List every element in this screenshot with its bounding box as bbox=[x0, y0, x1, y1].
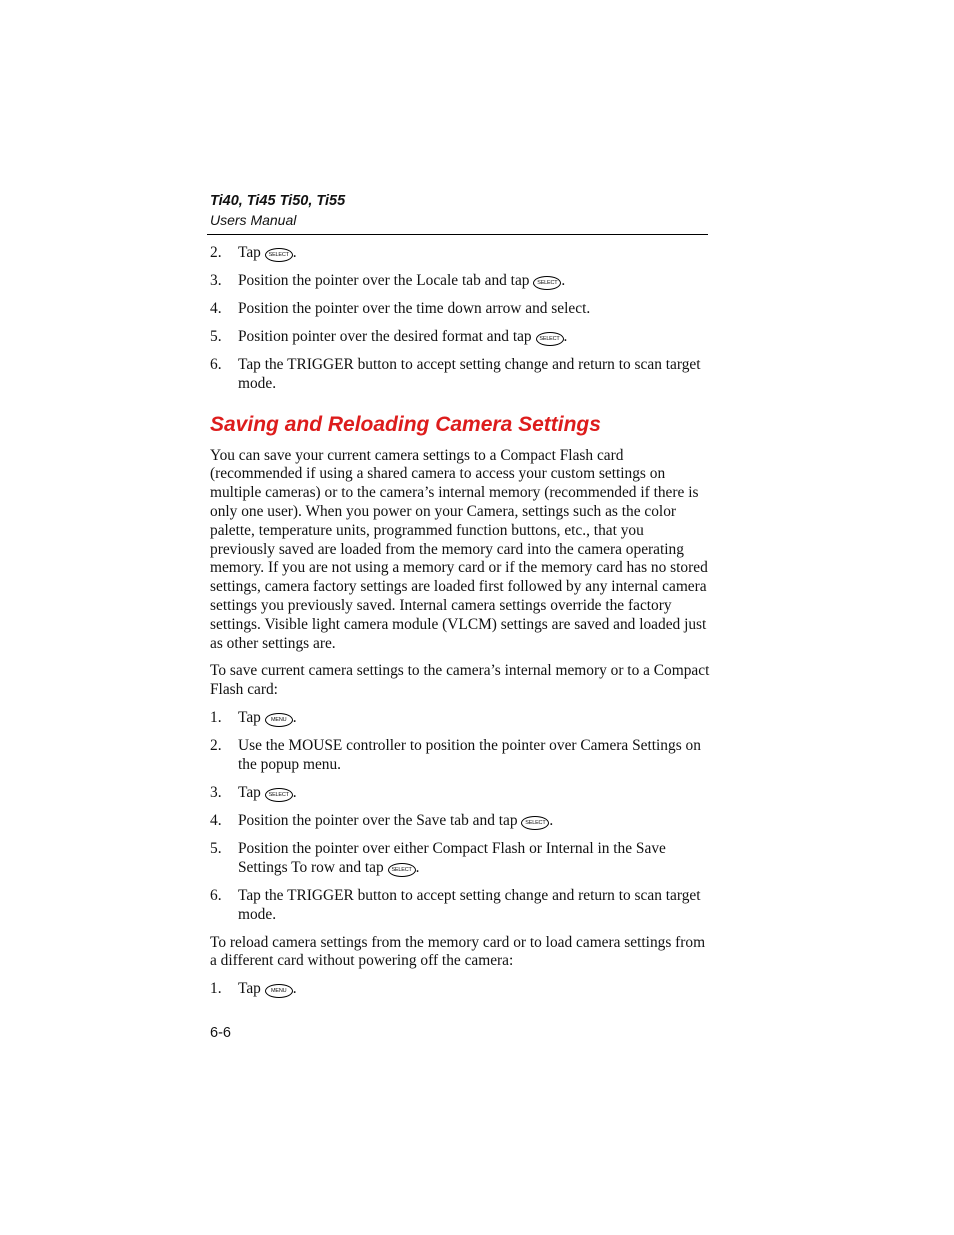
manual-title: Ti40, Ti45 Ti50, Ti55 bbox=[210, 193, 346, 209]
list-item bbox=[210, 244, 710, 263]
step-text: Position the pointer over the time down arrow and select. bbox=[238, 299, 591, 317]
step-number: 3. bbox=[210, 784, 222, 802]
step-text: Tap the TRIGGER button to accept setting change and return to scan target mode. bbox=[238, 886, 701, 923]
select-key-icon: SELECT bbox=[536, 332, 564, 346]
select-key-icon: SELECT bbox=[388, 863, 416, 877]
step-text: Use the MOUSE controller to position the pointer over Camera Settings on the popup menu. bbox=[238, 737, 701, 774]
list-item bbox=[210, 840, 710, 878]
step-punctuation: . bbox=[563, 327, 568, 345]
steps-list-locale bbox=[210, 244, 710, 394]
step-number: 2. bbox=[210, 737, 222, 755]
select-key-icon: SELECT bbox=[533, 276, 561, 290]
step-text: Tap bbox=[238, 784, 261, 802]
list-item bbox=[210, 356, 710, 394]
step-punctuation: . bbox=[292, 784, 297, 802]
manual-subtitle: Users Manual bbox=[210, 212, 297, 228]
step-punctuation: . bbox=[549, 812, 554, 830]
step-punctuation: . bbox=[292, 709, 297, 727]
step-punctuation: . bbox=[292, 244, 297, 261]
step-number: 1. bbox=[210, 709, 222, 727]
save-intro-paragraph: To save current camera settings to the camera’s internal memory or to a Compact Flash card: bbox=[210, 662, 710, 699]
list-item bbox=[210, 709, 710, 728]
step-number: 5. bbox=[210, 840, 222, 857]
menu-key-icon: MENU bbox=[265, 713, 293, 727]
step-text: Tap bbox=[238, 980, 261, 998]
step-number: 6. bbox=[210, 355, 222, 373]
section-title: Saving and Reloading Camera Settings bbox=[210, 412, 601, 436]
step-text: Position the pointer over the Locale tab and tap bbox=[238, 271, 530, 289]
list-item bbox=[210, 272, 710, 291]
list-item bbox=[210, 980, 710, 999]
reload-intro-paragraph: To reload camera settings from the memory card or to load camera settings from a different card without powering off the camera: bbox=[210, 933, 706, 970]
step-punctuation: . bbox=[292, 980, 297, 998]
step-text: Position the pointer over either Compact Flash or Internal in the Save Settings To row and tap bbox=[238, 840, 666, 876]
list-item bbox=[210, 784, 710, 803]
step-text: Position pointer over the desired format and tap bbox=[238, 327, 532, 345]
menu-key-icon: MENU bbox=[265, 984, 293, 998]
list-item bbox=[210, 328, 710, 347]
select-key-icon: SELECT bbox=[265, 788, 293, 802]
step-number: 1. bbox=[210, 980, 222, 998]
running-header bbox=[210, 191, 708, 229]
step-text: Tap bbox=[238, 709, 261, 727]
select-key-icon: SELECT bbox=[521, 816, 549, 830]
step-number: 2. bbox=[210, 244, 222, 261]
step-number: 4. bbox=[210, 299, 222, 317]
step-number: 3. bbox=[210, 271, 222, 289]
step-text: Tap the TRIGGER button to accept setting change and return to scan target mode. bbox=[238, 355, 701, 392]
step-number: 5. bbox=[210, 327, 222, 345]
intro-paragraph: You can save your current camera settings to a Compact Flash card (recommended if using a shared camera to access your custom settings on multiple cameras) or to the camera’s internal memory (recommended if there is only one user). When you power on your Camera, settings such as the color palette, temperature units, programmed function buttons, etc., that you previously saved are loaded from the memory card into the camera operating memory. If you are not using a memory card or if the memory card has no stored settings, camera factory settings are loaded first followed by any internal camera settings you previously saved. Internal camera settings override the factory settings. Visible light camera module (VLCM) settings are saved and loaded just as other settings are. bbox=[210, 446, 708, 652]
step-punctuation: . bbox=[561, 271, 566, 289]
step-punctuation: . bbox=[415, 858, 420, 876]
list-item bbox=[210, 300, 710, 319]
list-item bbox=[210, 737, 710, 775]
steps-list-reload bbox=[210, 980, 710, 999]
list-item bbox=[210, 812, 710, 831]
steps-list-save bbox=[210, 709, 710, 924]
step-text: Tap bbox=[238, 244, 261, 261]
page-content bbox=[210, 244, 710, 1008]
step-number: 4. bbox=[210, 812, 222, 830]
step-text: Position the pointer over the Save tab and tap bbox=[238, 812, 518, 830]
select-key-icon: SELECT bbox=[265, 248, 293, 262]
list-item bbox=[210, 887, 710, 925]
header-rule bbox=[207, 234, 708, 235]
step-number: 6. bbox=[210, 886, 222, 904]
page-number: 6-6 bbox=[210, 1025, 231, 1041]
